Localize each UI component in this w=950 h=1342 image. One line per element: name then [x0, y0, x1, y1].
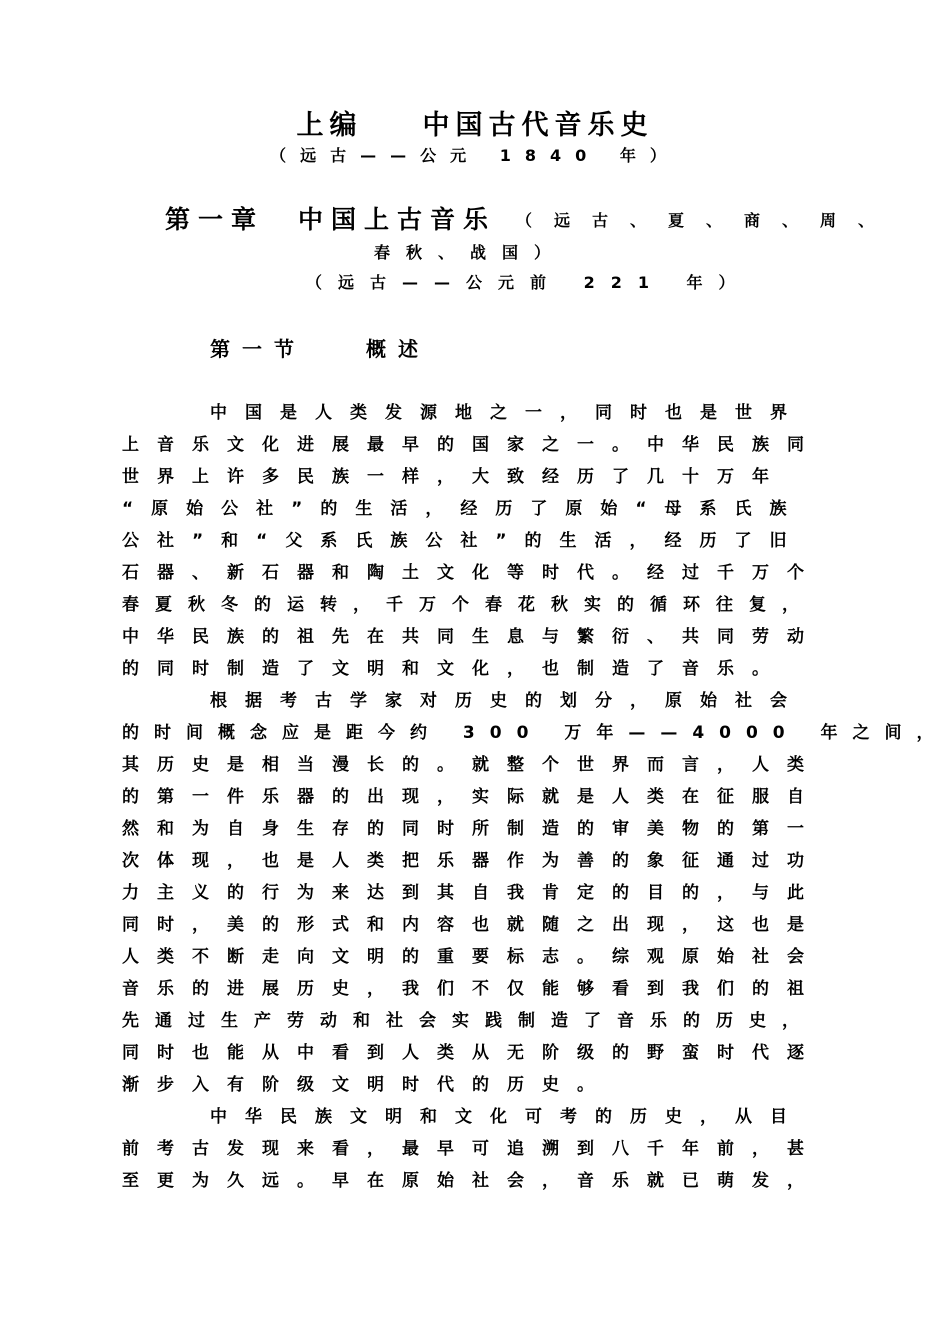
- chapter-subtitle: （远古——公元前 221 年）: [306, 273, 751, 292]
- section-heading: [210, 333, 430, 362]
- section-label: 第一节: [210, 337, 306, 361]
- body-line: 春夏秋冬的运转，千万个春花秋实的循环往复，: [122, 595, 815, 615]
- body-line: 公社”和“父系氏族公社”的生活，经历了旧: [122, 531, 805, 551]
- body-line: 中华民族文明和文化可考的历史，从目: [210, 1107, 805, 1127]
- body-line: 渐步入有阶级文明时代的历史。: [122, 1075, 612, 1095]
- body-line: “原始公社”的生活，经历了原始“母系氏族: [122, 499, 805, 519]
- chapter-periods-line2: 春秋、战国）: [374, 243, 567, 262]
- body-line: 先通过生产劳动和社会实践制造了音乐的历史，: [122, 1011, 815, 1031]
- body-line: 中华民族的祖先在共同生息与繁衍、共同劳动: [122, 627, 822, 647]
- body-line: 力主义的行为来达到其自我肯定的目的，与此: [122, 883, 822, 903]
- body-line: 其历史是相当漫长的。就整个世界而言，人类: [122, 755, 822, 775]
- body-line: 然和为自身生存的同时所制造的审美物的第一: [122, 819, 822, 839]
- section-title: 概述: [366, 337, 430, 361]
- chapter-periods-line1: （远古、夏、商、周、: [516, 211, 897, 230]
- body-line: 至更为久远。早在原始社会，音乐就已萌发，: [122, 1171, 822, 1191]
- chapter-label: 第一章: [165, 205, 265, 234]
- body-line: 的时间概念应是距今约 300 万年——4000 年之间，: [122, 723, 949, 743]
- part-heading: [0, 103, 950, 142]
- body-line: 石器、新石器和陶土文化等时代。经过千万个: [122, 563, 822, 583]
- part-subtitle: （远古——公元 1840 年）: [270, 146, 680, 165]
- body-line: 次体现，也是人类把乐器作为善的象征通过功: [122, 851, 822, 871]
- body-line: 同时，美的形式和内容也就随之出现，这也是: [122, 915, 822, 935]
- body-line: 前考古发现来看，最早可追溯到八千年前，甚: [122, 1139, 822, 1159]
- body-line: 中国是人类发源地之一，同时也是世界: [210, 403, 805, 423]
- chapter-title: 中国上古音乐: [298, 205, 497, 234]
- body-line: 人类不断走向文明的重要标志。综观原始社会: [122, 947, 822, 967]
- body-line: 的第一件乐器的出现，实际就是人类在征服自: [122, 787, 822, 807]
- body-line: 音乐的进展历史，我们不仅能够看到我们的祖: [122, 979, 822, 999]
- body-line: 同时也能从中看到人类从无阶级的野蛮时代逐: [122, 1043, 822, 1063]
- body-line: 上音乐文化进展最早的国家之一。中华民族同: [122, 435, 822, 455]
- part-label: 上编: [296, 110, 363, 141]
- body-line: 世界上许多民族一样，大致经历了几十万年: [122, 467, 787, 487]
- part-title: 中国古代音乐史: [422, 110, 654, 141]
- body-line: 根据考古学家对历史的划分，原始社会: [210, 691, 805, 711]
- body-line: 的同时制造了文明和文化，也制造了音乐。: [122, 659, 787, 679]
- chapter-heading: [165, 200, 496, 236]
